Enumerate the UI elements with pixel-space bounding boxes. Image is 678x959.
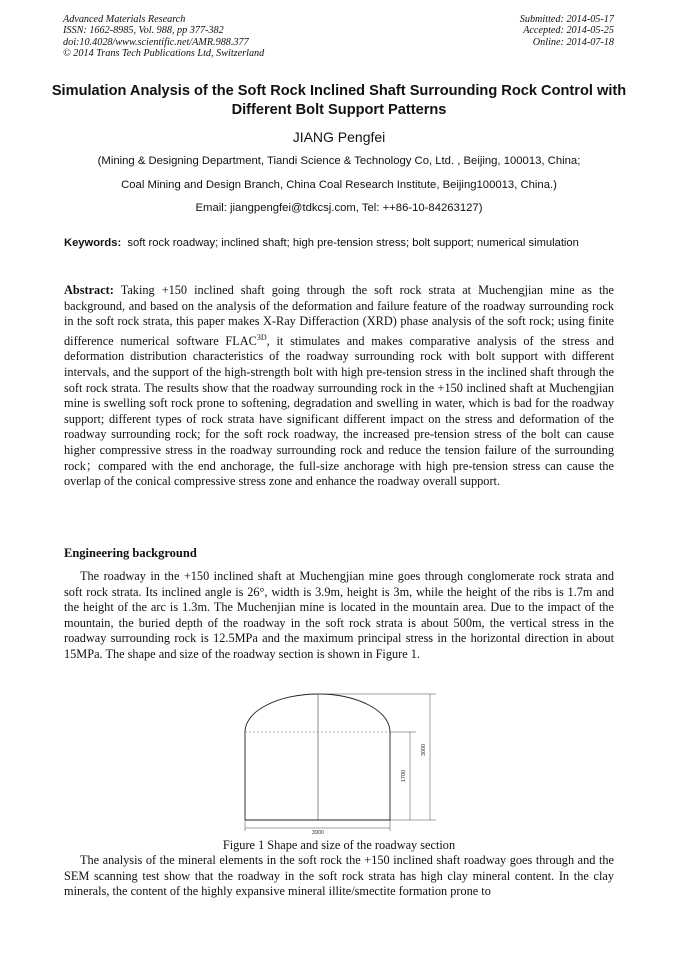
- abstract-text-1: Taking +150 inclined shaft going through the soft rock strata at Muchengjian mine as the background, and based on the analysis of the deformation and failure feature of the roadway surrounding rock in the soft rock strata, this paper makes X-Ray Differaction (XRD) phase analysis of the soft rock; using finite difference numerical software FLAC: [64, 283, 614, 348]
- header-right: [520, 14, 614, 48]
- journal-name: Advanced Materials Research: [63, 14, 186, 25]
- abstract-superscript: 3D: [256, 332, 267, 342]
- keywords: [64, 236, 614, 251]
- paper-title: Simulation Analysis of the Soft Rock Inclined Shaft Surrounding Rock Control with Different Bolt Support Patterns: [51, 83, 627, 118]
- rib-height-label: 1700: [401, 769, 407, 783]
- affiliation-line-1: (Mining & Designing Department, Tiandi Science & Technology Co, Ltd. , Beijing, 100013, China;: [97, 155, 581, 167]
- keywords-label: Keywords:: [64, 237, 122, 249]
- engineering-paragraph: The roadway in the +150 inclined shaft at Muchengjian mine goes through conglomerate rock strata and soft rock strata. Its inclined angle is 26°, width is 3.9m, height is 3m, while the height of the ribs is 1.7m and the height of the arc is 1.3m. The Muchenjian mine is located in the mountain area. Due to the impact of the mountain, the buried depth of the roadway in the soft rock strata is about 500m, the vertical stress in the roadway surrounding rock is 12.5MPa and the maximum principal stress in the horizontal direction in about 15MPa. The shape and size of the roadway section is shown in Figure 1.: [64, 569, 614, 661]
- submitted-date: Submitted: 2014-05-17: [519, 14, 614, 25]
- mineral-paragraph: The analysis of the mineral elements in the soft rock the +150 inclined shaft roadway goes through and the SEM scanning test show that the roadway in the soft rock strata has high clay mineral content. In the clay minerals, the content of the highly expansive mineral illite/smectite formation prone to: [64, 853, 614, 899]
- roadway-outline: [245, 694, 390, 820]
- section-heading: Engineering background: [64, 546, 197, 560]
- total-height-label: 3000: [421, 743, 427, 757]
- header-left: [63, 14, 264, 60]
- abstract-text-2: , it stimulates and makes comparative analysis of the stress and deformation distribution characteristics of the roadway surrounding rock with bolt support with different intervals, and the support of the high-strength bolt with high pre-tension stress in the inclined shaft through the soft rock strata. The results show that the roadway surrounding rock in the +150 inclined shaft at Muchengjian mine is swelling soft rock prone to softening, degradation and swelling in water, which is bad for the roadway support; different types of rock strata have significant different impact on the stress and deformation of the roadway surrounding rock; for the soft rock roadway, the increased pre-tension stress of the bolt can cause higher compressive stress in the roadway surrounding rock and reduce the tension failure of the surrounding rock；compared with the end anchorage, the full-size anchorage with high pre-tension stress can cause the overlap of the conical compressive stress zone and enhance the roadway overall support.: [64, 333, 615, 489]
- roadway-section-figure: [230, 688, 460, 838]
- accepted-date: Accepted: 2014-05-25: [523, 25, 614, 37]
- copyright: © 2014 Trans Tech Publications Ltd, Switzerland: [63, 48, 265, 60]
- issn: ISSN: 1662-8985, Vol. 988, pp 377-382: [63, 25, 224, 37]
- width-label: 3900: [311, 830, 325, 836]
- doi: doi:10.4028/www.scientific.net/AMR.988.377: [63, 36, 249, 48]
- author: JIANG Pengfei: [292, 129, 386, 145]
- affiliation-line-2: Coal Mining and Design Branch, China Coal Research Institute, Beijing100013, China.): [121, 179, 557, 191]
- keywords-text: soft rock roadway; inclined shaft; high pre-tension stress; bolt support; numerical simulation: [127, 237, 579, 249]
- online-date: Online: 2014-07-18: [532, 36, 614, 48]
- figure-caption: Figure 1 Shape and size of the roadway section: [222, 838, 456, 852]
- email-line: Email: jiangpengfei@tdkcsj.com, Tel: ++86-10-84263127): [195, 202, 483, 214]
- abstract: [64, 283, 614, 490]
- abstract-label: Abstract:: [64, 283, 114, 297]
- roadway-section-drawing: [230, 688, 460, 838]
